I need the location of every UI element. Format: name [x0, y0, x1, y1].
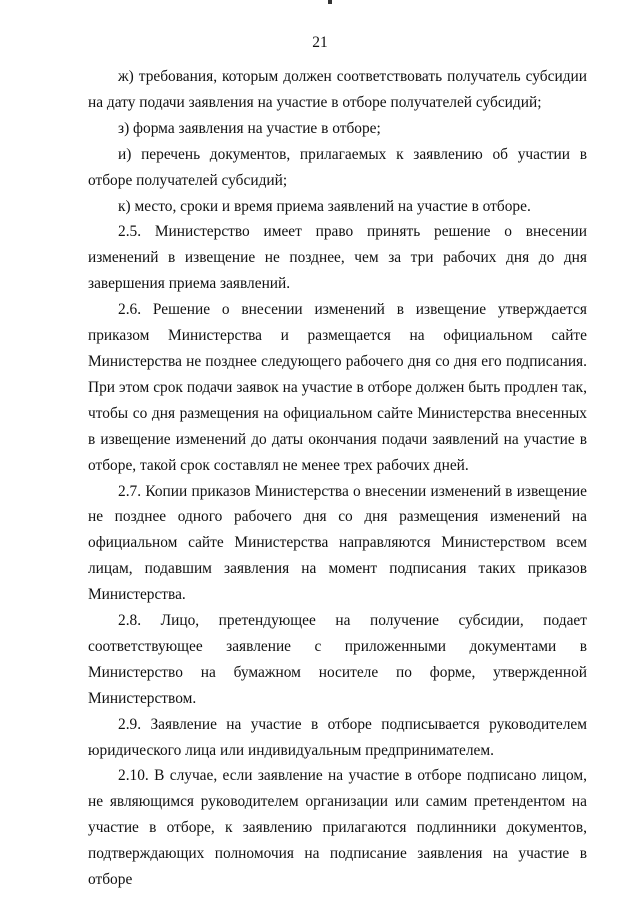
paragraph-2-9: 2.9. Заявление на участие в отборе подписывается руководителем юридического лица или индивидуальным предпринимателем. — [88, 715, 587, 759]
page-number: 21 — [312, 34, 328, 51]
paragraph-2-5: 2.5. Министерство имеет право принять решение о внесении изменений в извещение не позднее, чем за три рабочих дня до дня завершения приема заявлений. — [88, 223, 587, 293]
paragraph-z-form: з) форма заявления на участие в отборе; — [118, 119, 381, 137]
paragraph-2-6: 2.6. Решение о внесении изменений в извещение утверждается приказом Министерства и размещается на официальном сайте Министерства не позднее следующего рабочего дня со дня его подписания. При этом срок подачи заявок на участие в отборе должен быть продлен так, чтобы со дня размещения на официальном сайте Министерства внесенных в извещение изменений до даты окончания подачи заявлений на участие в отборе, такой срок составлял не менее трех рабочих дней. — [88, 301, 587, 474]
page-top-mark — [328, 0, 332, 4]
paragraph-i-documents: и) перечень документов, прилагаемых к заявлению об участии в отборе получателей субсидий; — [88, 145, 587, 189]
paragraph-zh-requirements: ж) требования, которым должен соответствовать получатель субсидии на дату подачи заявления на участие в отборе получателей субсидий; — [88, 68, 587, 111]
paragraph-2-10: 2.10. В случае, если заявление на участие в отборе подписано лицом, не являющимся руководителем организации или самим претендентом на участие в отборе, к заявлению прилагаются подлинники документов, подтверждающих полномочия на подписание заявления на участие в отборе — [88, 767, 587, 889]
paragraph-2-7: 2.7. Копии приказов Министерства о внесении изменений в извещение не позднее одного рабочего дня со дня размещения изменений на официальном сайте Министерства направляются Министерством всем лицам, подавшим заявления на момент подписания таких приказов Министерства. — [88, 482, 587, 604]
document-body — [88, 64, 587, 893]
paragraph-2-8: 2.8. Лицо, претендующее на получение субсидии, подает соответствующее заявление с приложенными документами в Министерство на бумажном носителе по форме, утвержденной Министерством. — [88, 612, 587, 707]
paragraph-k-place-time: к) место, сроки и время приема заявлений на участие в отборе. — [118, 197, 531, 215]
